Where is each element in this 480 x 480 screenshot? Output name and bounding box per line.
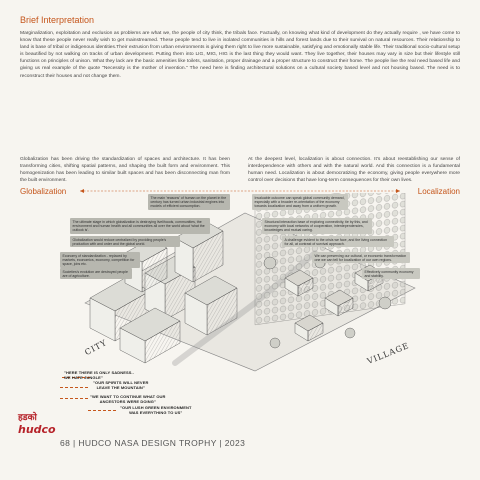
callout-right-5: Effectively community economy and stability. (362, 268, 420, 279)
quote-4: "OUR LUSH GREEN ENVIRONMENT WAS EVERYTHING TO US" (120, 405, 192, 415)
logo-hindi-text: हडको (18, 413, 37, 423)
callout-left-2: The ultimate stage in which globalization is destroying livelihoods, communities, the environment and human health and all communities all over the world about 'what the outlook is'. (70, 218, 210, 234)
quote-3: "WE WANT TO CONTINUE WHAT OUR ANCESTORS WERE DOING" (90, 394, 166, 404)
page-heading: Brief Interpretation (20, 15, 95, 25)
city-label: CITY (83, 337, 109, 358)
callout-left-5: Societies's evolution are destroyed people are of agriculture. (60, 268, 132, 279)
quote-line-2 (60, 387, 88, 388)
callout-right-4: We can preserving our cultural, or economic transformation one we can tell for localization of our own regions. (312, 252, 410, 263)
localization-paragraph: At the deepest level, localization is about connection. It's about reestablishing our sense of interdependence with others and with the natural world. And this connection is a fundamental human need. Localization is about democratizing the economy, giving people everywhere more control over decisions that have long-term consequences for their own lives. (248, 157, 460, 184)
village-label: VILLAGE (365, 340, 411, 367)
callout-left-3: Globalization would reduce centralized by providing people's production with and order and the global world. (70, 236, 180, 247)
callout-right-3: A challenge evident to the crisis we face, and the living connection for all, at contrast of survival approach. (282, 236, 394, 247)
globalization-paragraph: Globalization has been driving the standardization of spaces and architecture. It has been transforming cities, shifting spatial patterns, and shaping the built form and environment. This homogenization has been leading to similar built spaces and has been disconnecting man from the built environment. (20, 157, 230, 184)
quote-line-3 (60, 398, 88, 399)
localization-label: Localization (417, 187, 460, 196)
callout-left-4: Economy of standardization - replaced by markets, economics, economy, competition for space, jobs etc. (60, 252, 140, 268)
page-footer: 68 | HUDCO NASA DESIGN TROPHY | 2023 (60, 438, 246, 448)
intro-paragraph: Marginalization, exploitation and exclusion as problems are what we, the people of city think, the tribals face. Factually, on knowing what kind of development do they actually require , we have come to know that these people never really wish to get mainstreamed. These people tend to live in isolated communities in hills and forest lands due to their survival on natural resources. Their relationship to land is base of tribal or indigenous identities.Their extrusion from urban environments is giving them right to live more sustainable, satisfying and emotionally stable life. Their traditional socio-cultural setup is beautified by not walking on tracks of urban development. Putting them into LIG, MIG, HIG is the last thing they would want. They live together, their houses may vary in size but their lifestyle still functions on principles of unison. What they lack are the basic amenities like toilets, sanitation, proper drainage and a proper structure to construct their home. The people live the real need based life and giving us real example of the quote "Necessity is the mother of invention." The need here is finding architectural solutions on a cultural society based level and not housing based. The need is to reconstruct their houses and not change them. (20, 31, 460, 79)
hudco-logo (18, 410, 58, 444)
quote-line-4 (88, 410, 116, 411)
logo-english-text: hudco (18, 423, 56, 436)
callout-right-2: Structural interaction base of exploring connectivity, tie by this, and economy with local networks of cooperation, interdependencies, knowledges and mutual caring. (262, 218, 372, 234)
globalization-label: Globalization (20, 187, 67, 196)
quote-1: "HERE THERE IS ONLY SADNESS.. WE HATE JUNGLE" (64, 370, 134, 380)
callout-right-1: Invaluable outcome can speak global community demand, especially with a broader re-orientation of the economy towards localization and away from a uniform growth. (252, 194, 348, 210)
callout-left-1: The main 'reasons' of human on the planet in the century has turned urban industrial engines into models of efficient consumption. (148, 194, 230, 210)
quote-2: "OUR SPIRITS WILL NEVER LEAVE THE MOUNTAIN" (93, 380, 149, 390)
